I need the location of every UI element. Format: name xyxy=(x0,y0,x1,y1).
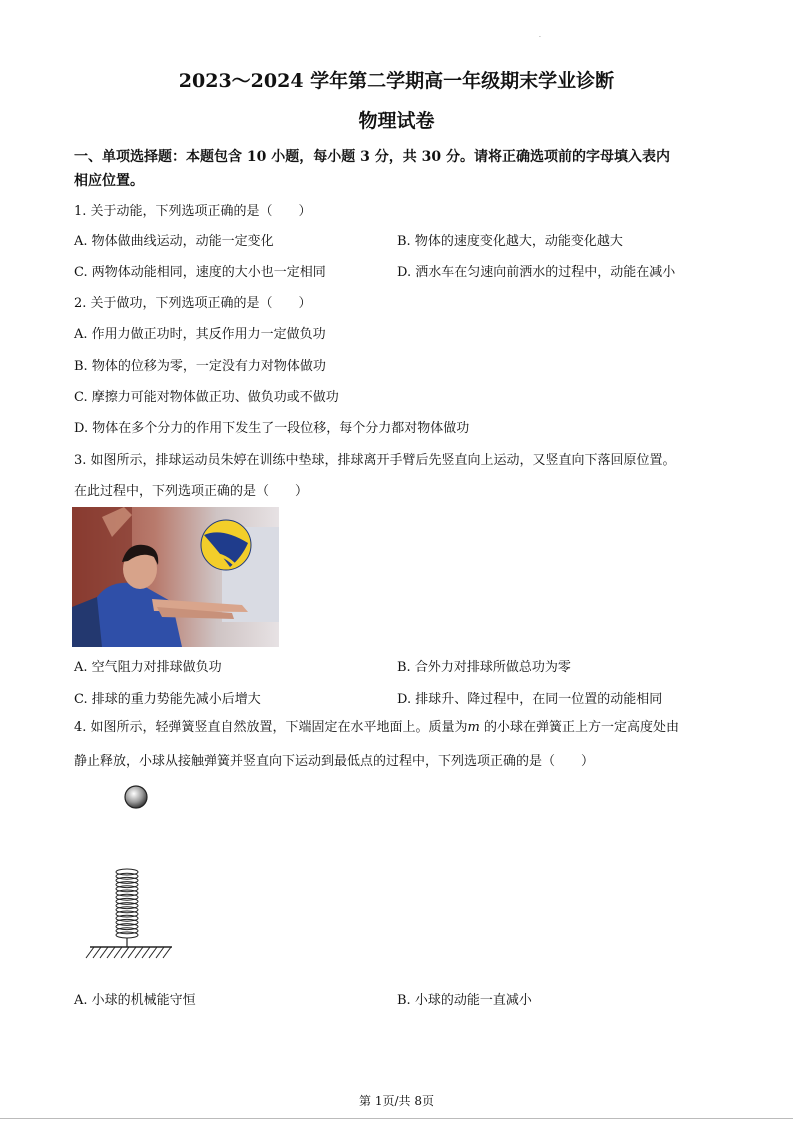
question-4-stem-line1-b: 的小球在弹簧正上方一定高度处由 xyxy=(484,720,680,735)
question-2-option-d: D. 物体在多个分力的作用下发生了一段位移，每个分力都对物体做功 xyxy=(74,421,470,436)
question-3-option-a: A. 空气阻力对排球做负功 xyxy=(74,660,222,675)
question-3-stem-line1: 3. 如图所示，排球运动员朱婷在训练中垫球，排球离开手臂后先竖直向上运动，又竖直向下落回原位置。 xyxy=(74,453,676,468)
question-3-option-d: D. 排球升、降过程中，在同一位置的动能相同 xyxy=(397,692,663,707)
volleyball-photo xyxy=(72,507,279,647)
question-1-option-b: B. 物体的速度变化越大，动能变化越大 xyxy=(397,234,623,249)
question-1-option-d: D. 洒水车在匀速向前洒水的过程中，动能在减小 xyxy=(397,265,676,280)
question-2-stem: 2. 关于做功，下列选项正确的是（ ） xyxy=(74,296,312,311)
header-dot: . xyxy=(539,32,541,39)
question-4-stem-line2: 静止释放，小球从接触弹簧并竖直向下运动到最低点的过程中，下列选项正确的是（ ） xyxy=(74,754,595,769)
bottom-rule xyxy=(0,1118,793,1119)
section-heading xyxy=(74,145,734,193)
question-3-option-b: B. 合外力对排球所做总功为零 xyxy=(397,660,571,675)
question-1-option-a: A. 物体做曲线运动，动能一定变化 xyxy=(74,234,274,249)
question-2-option-c: C. 摩擦力可能对物体做正功、做负功或不做功 xyxy=(74,390,339,405)
question-4-stem-line1 xyxy=(74,716,679,735)
question-2-option-a: A. 作用力做正功时，其反作用力一定做负功 xyxy=(74,327,326,342)
section-heading-line2: 相应位置。 xyxy=(74,173,144,189)
question-4-option-b: B. 小球的动能一直减小 xyxy=(397,993,532,1008)
question-3-option-c: C. 排球的重力势能先减小后增大 xyxy=(74,692,261,707)
question-1-option-c: C. 两物体动能相同，速度的大小也一定相同 xyxy=(74,265,326,280)
section-heading-line1: 一、单项选择题：本题包含 10 小题，每小题 3 分，共 30 分。请将正确选项前的字母填入表内 xyxy=(74,149,670,165)
page-footer: 第 1页/共 8页 xyxy=(359,1094,434,1108)
spring-coil xyxy=(116,869,138,938)
question-4-stem-line1-a: 4. 如图所示，轻弹簧竖直自然放置，下端固定在水平地面上。质量为 xyxy=(74,720,468,735)
question-2-option-b: B. 物体的位移为零，一定没有力对物体做功 xyxy=(74,359,326,374)
mass-symbol: m xyxy=(467,720,480,735)
question-3-stem-line2: 在此过程中，下列选项正确的是（ ） xyxy=(74,484,309,499)
spring-ball-diagram xyxy=(80,778,190,973)
ball xyxy=(125,786,147,808)
question-1-stem: 1. 关于动能，下列选项正确的是（ ） xyxy=(74,204,312,219)
page-title: 2023～2024 学年第二学期高一年级期末学业诊断 xyxy=(178,70,615,92)
question-4-option-a: A. 小球的机械能守恒 xyxy=(74,993,196,1008)
page-subtitle: 物理试卷 xyxy=(358,110,435,132)
ground-hatching xyxy=(86,947,171,958)
